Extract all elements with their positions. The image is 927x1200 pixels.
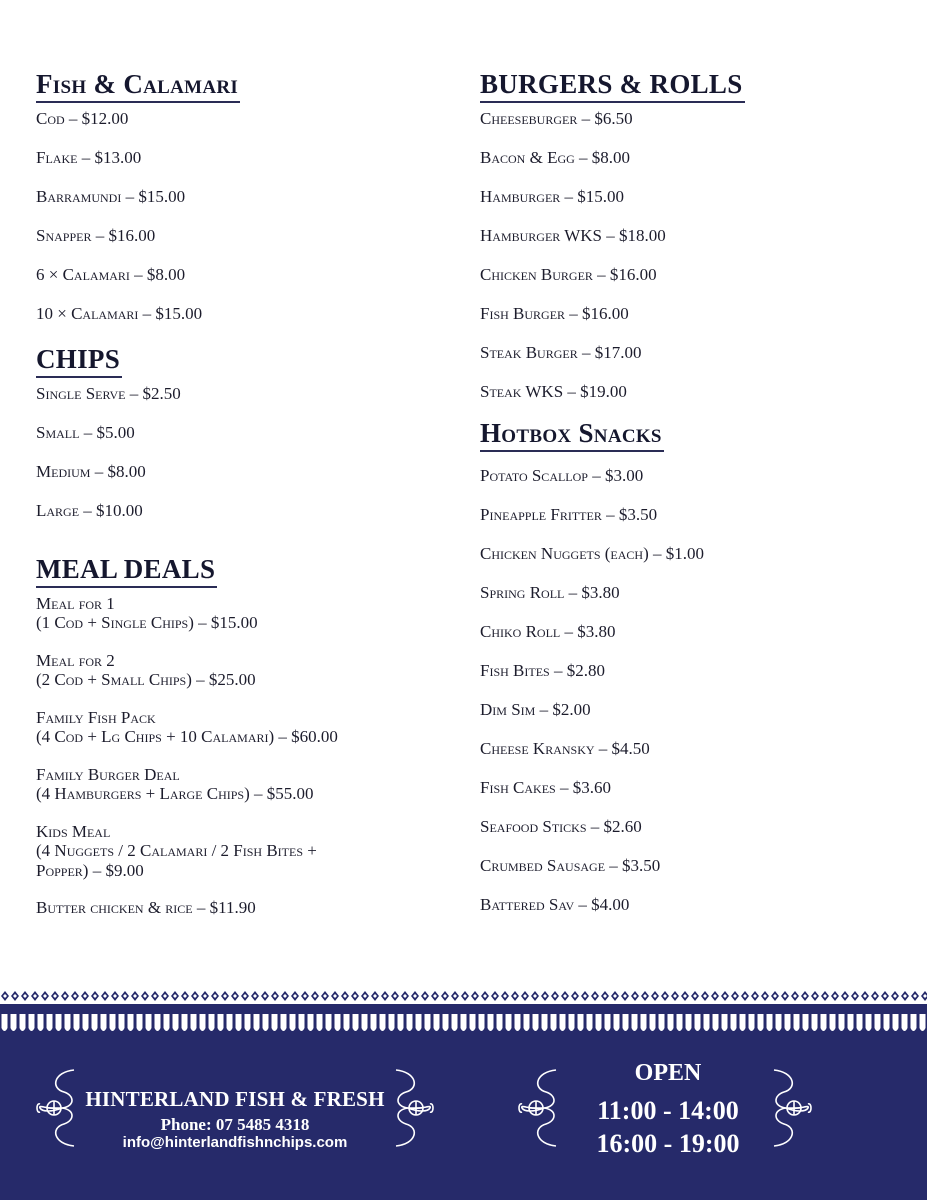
burgers-section — [480, 68, 910, 402]
menu-item: Chicken Burger – $16.00 — [480, 265, 657, 284]
deal-title: Meal for 1 — [36, 593, 115, 613]
deal-detail: (4 Nuggets / 2 Calamari / 2 Fish Bites + — [36, 841, 317, 860]
opening-hours: 16:00 - 19:00 — [596, 1129, 740, 1158]
meal-deals-section — [36, 553, 456, 918]
deal-title: Kids Meal — [36, 821, 111, 841]
meal-deal — [36, 708, 456, 747]
menu-item: Bacon & Egg – $8.00 — [480, 148, 631, 167]
fish-heading: Fish & Calamari — [36, 68, 240, 103]
menu-item: Hamburger – $15.00 — [480, 187, 625, 206]
menu-item: Potato Scallop – $3.00 — [480, 466, 644, 485]
flourish-ornament-icon — [382, 1066, 436, 1150]
menu-item: Pineapple Fritter – $3.50 — [480, 505, 658, 524]
menu-item: Cheese Kransky – $4.50 — [480, 739, 650, 758]
chips-section — [36, 343, 456, 521]
menu-item: Cheeseburger – $6.50 — [480, 109, 633, 128]
menu-item: Battered Sav – $4.00 — [480, 895, 630, 914]
deal-detail: (2 Cod + Small Chips) – $25.00 — [36, 670, 256, 689]
email-address: info@hinterlandfishnchips.com — [122, 1134, 348, 1151]
deal-title: Butter chicken & rice – $11.90 — [36, 898, 256, 917]
menu-item: Snapper – $16.00 — [36, 226, 156, 245]
menu-item: Hamburger WKS – $18.00 — [480, 226, 666, 245]
deal-detail: Popper) – $9.00 — [36, 860, 144, 880]
opening-hours: 11:00 - 14:00 — [597, 1096, 739, 1125]
deal-detail: (4 Hamburgers + Large Chips) – $55.00 — [36, 784, 314, 803]
footer-band — [0, 1032, 927, 1200]
menu-item: Small – $5.00 — [36, 423, 135, 442]
fish-section — [36, 68, 456, 324]
open-label: OPEN — [634, 1060, 702, 1086]
menu-item: Medium – $8.00 — [36, 462, 146, 481]
menu-item: Fish Cakes – $3.60 — [480, 778, 611, 797]
menu-item: Dim Sim – $2.00 — [480, 700, 591, 719]
menu-item: 6 × Calamari – $8.00 — [36, 265, 186, 284]
menu-item: Steak Burger – $17.00 — [480, 343, 642, 362]
menu-item: Fish Burger – $16.00 — [480, 304, 629, 323]
menu-item: 10 × Calamari – $15.00 — [36, 304, 203, 323]
deal-detail: (4 Cod + Lg Chips + 10 Calamari) – $60.00 — [36, 727, 338, 746]
phone-number: Phone: 07 5485 4318 — [160, 1115, 310, 1134]
deal-title: Meal for 2 — [36, 650, 115, 670]
chips-heading: CHIPS — [36, 343, 122, 378]
menu-item: Crumbed Sausage – $3.50 — [480, 856, 661, 875]
menu-item: Single Serve – $2.50 — [36, 384, 181, 403]
menu-item: Cod – $12.00 — [36, 109, 129, 128]
menu-item: Large – $10.00 — [36, 501, 143, 520]
meal-deal — [36, 765, 456, 804]
menu-item: Chiko Roll – $3.80 — [480, 622, 616, 641]
menu-item: Flake – $13.00 — [36, 148, 142, 167]
menu-left-column — [36, 68, 456, 936]
deal-title: Family Fish Pack — [36, 707, 156, 727]
deal-detail: (1 Cod + Single Chips) – $15.00 — [36, 613, 258, 632]
menu-right-column — [480, 68, 910, 934]
hotbox-section — [480, 417, 910, 915]
menu-item: Chicken Nuggets (each) – $1.00 — [480, 544, 705, 563]
deal-title: Family Burger Deal — [36, 764, 180, 784]
fish-items — [36, 109, 456, 324]
menu-item: Spring Roll – $3.80 — [480, 583, 620, 602]
menu-item: Seafood Sticks – $2.60 — [480, 817, 642, 836]
meal-deal — [36, 651, 456, 690]
menu-item: Barramundi – $15.00 — [36, 187, 186, 206]
meal-deal — [36, 822, 456, 881]
menu-item: Fish Bites – $2.80 — [480, 661, 605, 680]
hotbox-heading: Hotbox Snacks — [480, 417, 664, 452]
meal-deal — [36, 898, 456, 918]
meal-deal — [36, 594, 456, 633]
decorative-border — [0, 990, 927, 1032]
business-name: HINTERLAND FISH & FRESH — [85, 1087, 385, 1111]
burgers-heading: BURGERS & ROLLS — [480, 68, 745, 103]
meal-deals-heading: MEAL DEALS — [36, 553, 217, 588]
menu-item: Steak WKS – $19.00 — [480, 382, 627, 401]
